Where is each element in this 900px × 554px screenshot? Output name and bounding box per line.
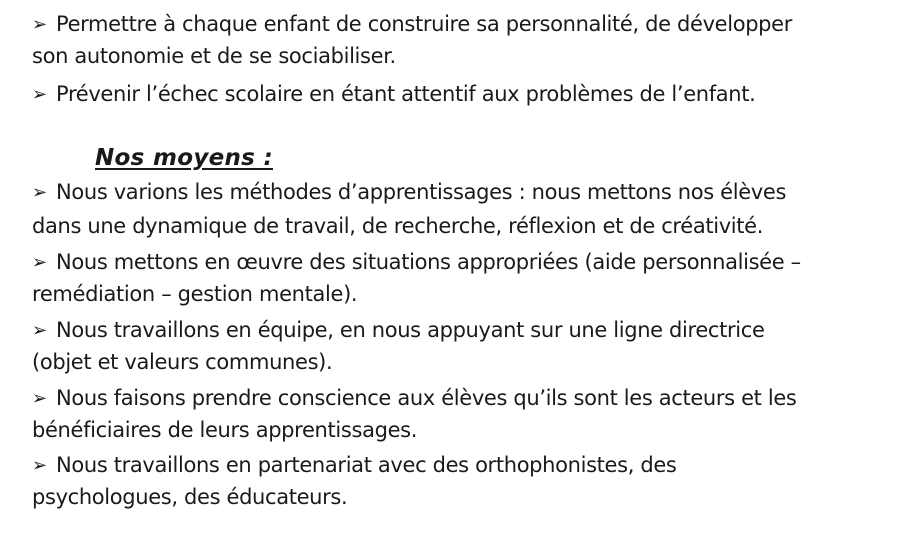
means-item-4-line-1: ➢ Nous faisons prendre conscience aux élèves qu’ils sont les acteurs et les [32, 383, 797, 414]
bullet-arrow-icon: ➢ [32, 320, 47, 341]
bullet-arrow-icon: ➢ [32, 84, 47, 105]
goal-item-1-line-1: ➢ Permettre à chaque enfant de construire sa personnalité, de développer [32, 9, 792, 40]
bullet-arrow-icon: ➢ [32, 182, 47, 203]
means-item-3-line-1: ➢ Nous travaillons en équipe, en nous appuyant sur une ligne directrice [32, 315, 765, 346]
means-item-5-line-1: ➢ Nous travaillons en partenariat avec des orthophonistes, des [32, 450, 677, 481]
means-item-5-line-2: psychologues, des éducateurs. [32, 485, 348, 509]
means-item-2-line-2: remédiation – gestion mentale). [32, 282, 358, 306]
section-heading: Nos moyens : [95, 145, 273, 171]
goal-item-1-line-2: son autonomie et de se sociabiliser. [32, 44, 396, 68]
bullet-arrow-icon: ➢ [32, 252, 47, 273]
means-item-1-line-2: dans une dynamique de travail, de recherche, réflexion et de créativité. [32, 214, 764, 238]
means-item-2-line-1: ➢ Nous mettons en œuvre des situations appropriées (aide personnalisée – [32, 247, 801, 278]
goal-item-2-line-1: ➢ Prévenir l’échec scolaire en étant attentif aux problèmes de l’enfant. [32, 79, 755, 110]
means-item-3-line-2: (objet et valeurs communes). [32, 350, 333, 374]
means-item-4-line-2: bénéficiaires de leurs apprentissages. [32, 418, 418, 442]
bullet-arrow-icon: ➢ [32, 388, 47, 409]
means-item-1-line-1: ➢ Nous varions les méthodes d’apprentissages : nous mettons nos élèves [32, 177, 786, 208]
bullet-arrow-icon: ➢ [32, 14, 47, 35]
bullet-arrow-icon: ➢ [32, 455, 47, 476]
